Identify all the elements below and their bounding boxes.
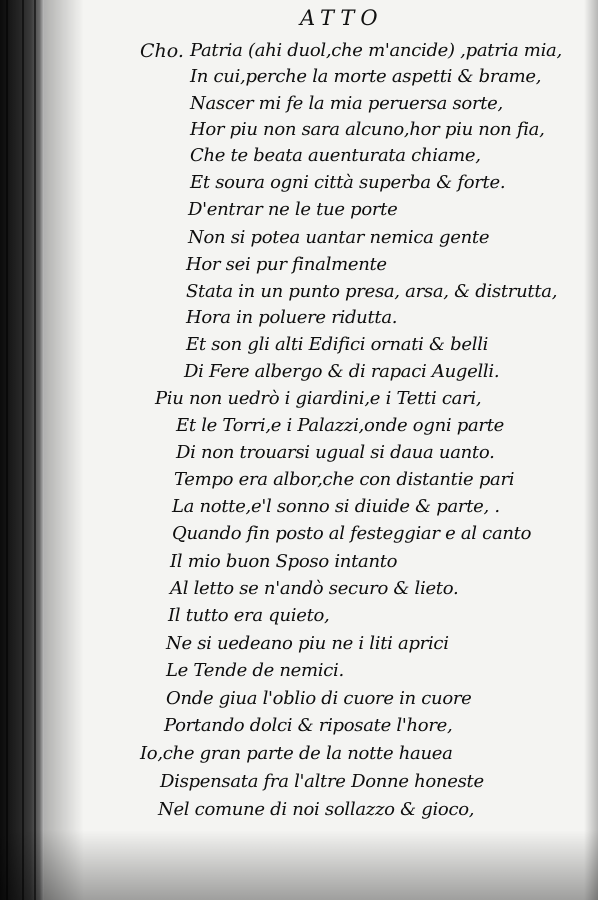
verse-line: Patria (ahi duol,che m'ancide) ,patria mia,	[190, 40, 562, 61]
page-shadow-right	[584, 0, 598, 900]
verse-line: Hor piu non sara alcuno,hor piu non fia,	[190, 119, 545, 140]
verse-line: Et son gli alti Edifici ornati & belli	[186, 334, 489, 355]
verse-line: Nascer mi fe la mia peruersa sorte,	[190, 93, 503, 114]
verse-line: D'entrar ne le tue porte	[188, 199, 398, 220]
verse-line: Io,che gran parte de la notte hauea	[140, 743, 453, 764]
page-shadow-left	[44, 0, 84, 900]
verse-line: Il tutto era quieto,	[168, 605, 330, 626]
verse-line: Portando dolci & riposate l'hore,	[164, 715, 453, 736]
verse-line: Hora in poluere ridutta.	[186, 307, 398, 328]
verse-line: Hor sei pur finalmente	[186, 254, 387, 275]
running-head: ATTO	[300, 6, 384, 30]
verse-line: Piu non uedrò i giardini,e i Tetti cari,	[155, 388, 482, 409]
verse-line: Di non trouarsi ugual si daua uanto.	[176, 442, 495, 463]
gutter-shadow-line	[22, 0, 24, 900]
verse-line: Tempo era albor,che con distantie pari	[174, 469, 515, 490]
verse-line: Et soura ogni città superba & forte.	[190, 172, 506, 193]
verse-line: La notte,e'l sonno si diuide & parte, .	[172, 496, 500, 517]
page-shadow-bottom	[0, 830, 598, 900]
verse-line: Al letto se n'andò securo & lieto.	[170, 578, 459, 599]
verse-line: Et le Torri,e i Palazzi,onde ogni parte	[176, 415, 504, 436]
verse-line: Quando fin posto al festeggiar e al canto	[172, 523, 532, 544]
verse-line: Stata in un punto presa, arsa, & distrutta,	[186, 281, 558, 302]
gutter-shadow-line	[34, 0, 36, 900]
verse-line: Ne si uedeano piu ne i liti aprici	[166, 633, 449, 654]
verse-line: In cui,perche la morte aspetti & brame,	[190, 66, 542, 87]
verse-line: Onde giua l'oblio di cuore in cuore	[166, 688, 472, 709]
book-binding-gutter	[0, 0, 44, 900]
verse-line: Dispensata fra l'altre Donne honeste	[160, 771, 484, 792]
verse-line: Le Tende de nemici.	[166, 660, 344, 681]
speaker-label: Cho.	[140, 40, 184, 62]
verse-line: Il mio buon Sposo intanto	[170, 551, 398, 572]
verse-line: Di Fere albergo & di rapaci Augelli.	[184, 361, 500, 382]
verse-line: Non si potea uantar nemica gente	[188, 227, 490, 248]
verse-line: Nel comune di noi sollazzo & gioco,	[158, 799, 475, 820]
gutter-shadow-line	[6, 0, 8, 900]
verse-line: Che te beata auenturata chiame,	[190, 145, 481, 166]
